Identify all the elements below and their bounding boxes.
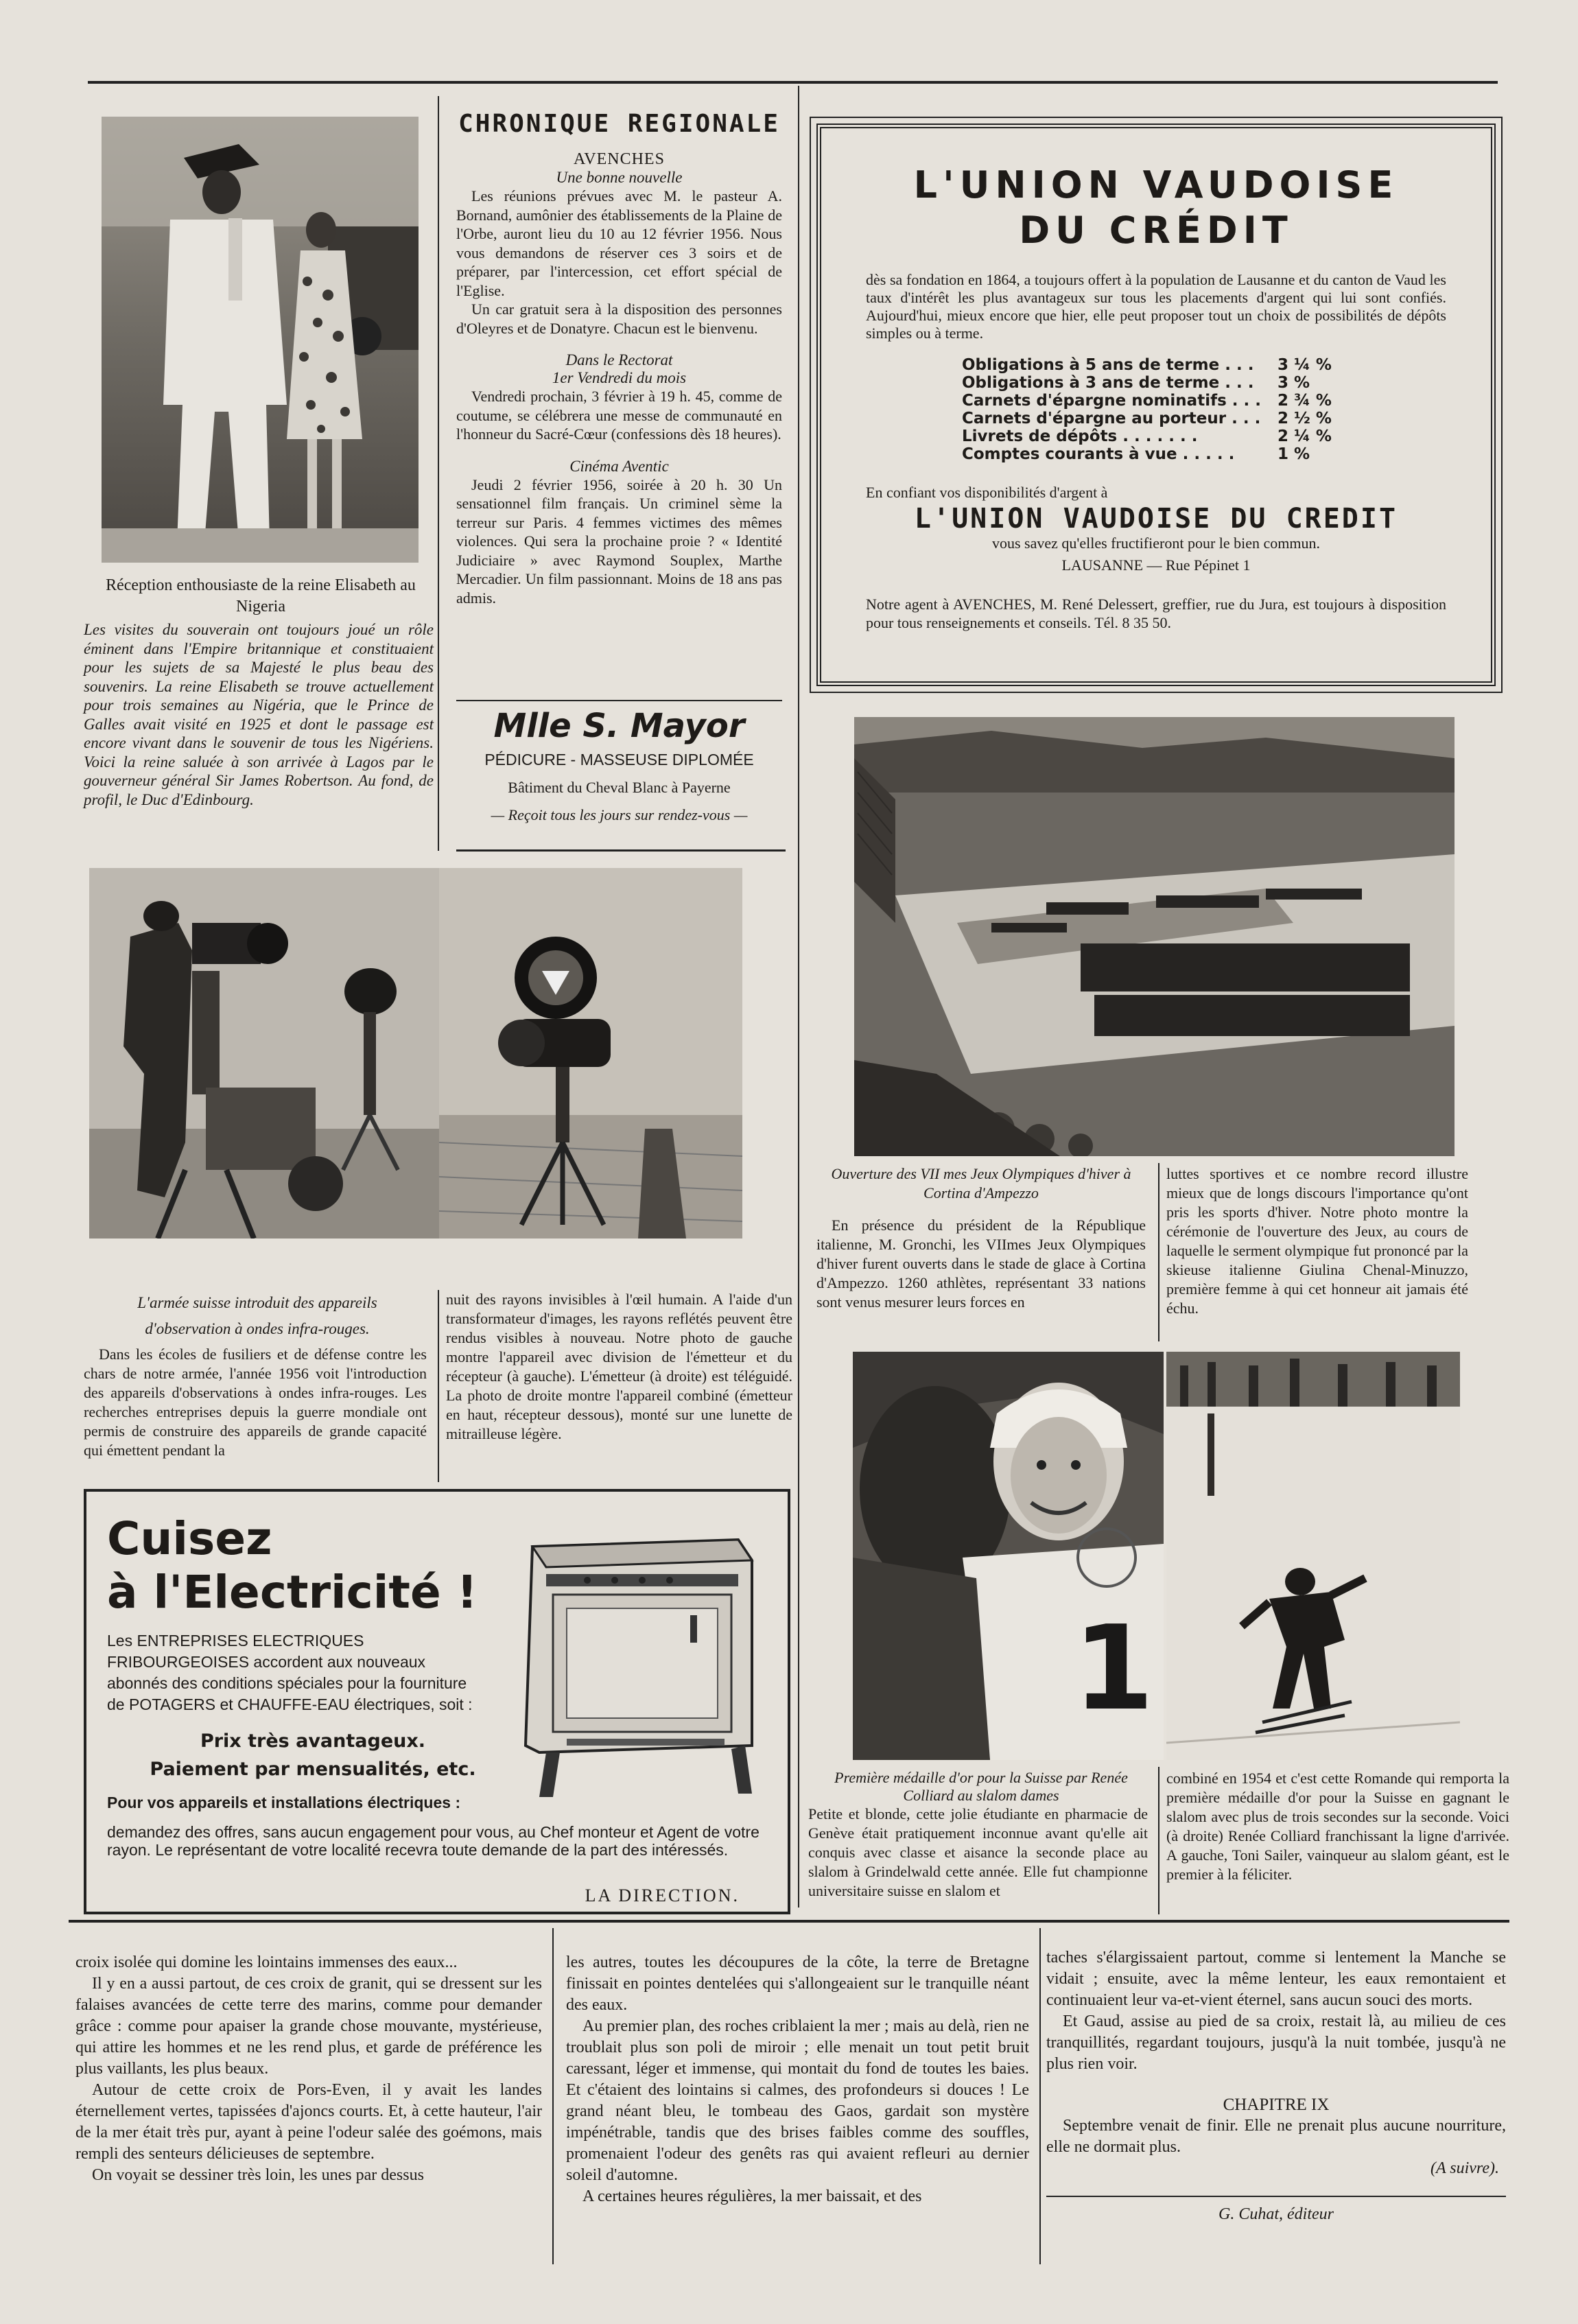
rate-label: Carnets d'épargne nominatifs . . . <box>962 392 1262 410</box>
a-suivre: (A suivre). <box>1430 2159 1499 2177</box>
chronique-paragraph: Un car gratuit sera à la disposition des personnes d'Oleyres et de Donatyre. Chacun est le bienvenu. <box>456 301 782 337</box>
rate-value: 3 % <box>1277 374 1310 392</box>
rate-row <box>962 374 1332 392</box>
electric-stove-image <box>512 1519 773 1807</box>
cuisez-text: Les ENTREPRISES ELECTRIQUES FRIBOURGEOISES accordent aux nouveaux abonnés des conditions spéciales pour la fourniture de POTAGERS et CHAUFFE-EAU électriques, soit : <box>107 1632 473 1713</box>
rate-row <box>962 427 1332 445</box>
feuilleton-paragraph: taches s'élargissaient partout, comme si lentement la Manche se vidait ; ensuite, avec la même lenteur, les eaux remontaient et continuaient leur va-et-vient éternel, sans aucun souci des morts. <box>1046 1949 1506 2009</box>
olympic-stadium-photo <box>854 717 1455 1156</box>
olympics-paragraph: En présence du président de la République italienne, M. Gronchi, les VIImes Jeux Olympiques d'hiver furent ouverts dans le stade de glace à Cortina d'Ampezzo. 1260 athlètes, représentant 33 nations sont venus mesurer leurs forces en <box>816 1217 1146 1311</box>
feuilleton-col-rule <box>1039 1928 1041 2264</box>
rate-row <box>962 410 1332 427</box>
olympics-text-col1 <box>816 1216 1146 1312</box>
olympics-text-col2 <box>1166 1164 1468 1318</box>
chronique-section-title: Cinéma Aventic <box>569 457 669 475</box>
queen-text: Les visites du souverain ont toujours joué un rôle éminent dans l'Empire britannique et constituaient pour les sujets de sa Majesté le plus beau des souvenirs. La reine Elisabeth se trouve actuellement pour trois semaines au Nigéria, que le Prince de Galles avait visité en 1925 et dont le passage est encore vivant dans le souvenir de tous les Nigériens. Voici la reine saluée à son arrivée à Lagos par le gouverneur général Sir James Robertson. Au fond, de profil, le Duc d'Edinbourg. <box>84 621 434 808</box>
cuisez-offer: Paiement par mensualités, etc. <box>150 1759 476 1780</box>
cuisez-title: à l'Electricité ! <box>107 1566 478 1619</box>
army-paragraph: nuit des rayons invisibles à l'œil humain. A l'aide d'un transformateur d'images, les rayons reflétés peuvent être rendus visibles à nouveau. Notre photo de gauche montre l'appareil avec division de l'émetteur et du récepteur (à gauche). L'émetteur (à droite) est téléguidé. La photo de droite montre l'appareil combiné (émetteur en haut, récepteur dessous), monté sur une lunette de mitrailleuse légère. <box>446 1291 792 1442</box>
olympics-caption: Ouverture des VII mes Jeux Olympiques d'hiver à Cortina d'Ampezzo <box>831 1165 1131 1201</box>
feuilleton-paragraph: A certaines heures régulières, la mer baissait, et des <box>582 2187 922 2205</box>
chronique-paragraph: Vendredi prochain, 3 février à 19 h. 45, comme de coutume, se célébrera une messe de communauté en l'honneur du Sacré-Cœur (confessions dès 18 heures). <box>456 388 782 443</box>
rate-value: 3 ¼ % <box>1277 356 1332 374</box>
uvc-address: LAUSANNE — Rue Pépinet 1 <box>1061 556 1251 574</box>
feuilleton-paragraph: Et Gaud, assise au pied de sa croix, restait là, au milieu de ces tranquillités, regardant toujours, jusqu'à la nuit tombée, jusqu'à ne plus rien voir. <box>1046 2012 1506 2073</box>
cuisez-demandez: demandez des offres, sans aucun engagement pour vous, au Chef monteur et Agent de votre rayon. Le représentant de votre localité recevra toute demande de la part des intéressés. <box>107 1823 759 1859</box>
uvc-name: L'UNION VAUDOISE DU CREDIT <box>914 503 1398 535</box>
colliard-caption: Première médaille d'or pour la Suisse par Renée Colliard au slalom dames <box>834 1769 1128 1804</box>
cuisez-offer: Prix très avantageux. <box>200 1730 426 1752</box>
chronique-section-title: Une bonne nouvelle <box>556 169 683 186</box>
army-text-col2 <box>446 1290 792 1444</box>
mayor-bottom-rule <box>456 849 786 852</box>
center-column-rule <box>798 86 799 1908</box>
cuisez-appareils: Pour vos appareils et installations électriques : <box>107 1794 461 1811</box>
feuilleton-paragraph: Septembre venait de finir. Elle ne prenait plus aucune nourriture, elle ne dormait plus. <box>1046 2117 1506 2156</box>
colliard-text-col2 <box>1166 1769 1509 1884</box>
feuilleton-col-rule <box>552 1928 554 2264</box>
uvc-confiant: En confiant vos disponibilités d'argent à <box>866 484 1108 501</box>
olympics-divider <box>1158 1163 1159 1341</box>
cuisez-ad <box>84 1489 790 1914</box>
army-paragraph: Dans les écoles de fusiliers et de défense contre les chars de notre armée, l'année 1956 voit l'introduction des appareils d'observations à ondes infra-rouges. Les recherches entreprises depuis la guerre mondiale ont permis de construire des appareils de grande capacité qui émettent pendant la <box>84 1346 427 1459</box>
chronique-town: AVENCHES <box>574 150 665 168</box>
editor-credit: G. Cuhat, éditeur <box>1218 2205 1334 2223</box>
feuilleton-column-2 <box>566 1952 1029 2207</box>
queen-caption: Réception enthousiaste de la reine Elisabeth au Nigeria <box>106 576 416 615</box>
infrared-device-photo-right <box>439 868 742 1239</box>
chronique-regionale <box>456 110 782 607</box>
chronique-section-title: Dans le Rectorat <box>565 351 673 368</box>
rate-label: Obligations à 5 ans de terme . . . <box>962 356 1254 374</box>
rate-label: Obligations à 3 ans de terme . . . <box>962 374 1254 392</box>
feuilleton-paragraph: Autour de cette croix de Pors-Even, il y avait les landes éternellement vertes, tapissées d'ajoncs courts. Et, à cette hauteur, l'air de la mer était très pur, ayant à peine l'odeur salée des goémons, mais rempli des senteurs délicieuses de septembre. <box>75 2081 542 2163</box>
army-divider <box>438 1290 439 1482</box>
colliard-text-col1 <box>808 1805 1148 1901</box>
feuilleton-top-rule <box>69 1920 1509 1923</box>
rate-value: 1 % <box>1277 445 1310 463</box>
rate-row <box>962 392 1332 410</box>
colliard-divider <box>1158 1767 1159 1914</box>
mayor-line: PÉDICURE - MASSEUSE DIPLOMÉE <box>484 751 754 768</box>
mayor-name: Mlle S. Mayor <box>493 707 745 745</box>
rate-row <box>962 356 1332 374</box>
feuilleton-paragraph: Il y en a aussi partout, de ces croix de granit, qui se dressent sur les falaises avancées de cette terre des marins, comme pour demander grâce : comme pour apaiser la grande chose mouvante, mystérieuse, qui attire les hommes et ne les rend plus, et garde de préférence les plus vaillants, les plus beaux. <box>75 1975 542 2078</box>
mayor-line: Bâtiment du Cheval Blanc à Payerne <box>508 779 731 796</box>
feuilleton-column-1 <box>75 1952 542 2186</box>
feuilleton-paragraph: On voyait se dessiner très loin, les unes par dessus <box>92 2166 424 2184</box>
rate-value: 2 ¾ % <box>1277 392 1332 410</box>
chronique-paragraph: Les réunions prévues avec M. le pasteur A. Bornand, aumônier des établissements de la Plaine de l'Orbe, auront lieu du 10 au 12 février 1956. Nous vous demandons de réserver ces 3 soirs et de préparer, par l'intercession, cet effort spécial de l'Eglise. <box>456 187 782 299</box>
slalom-finish-photo <box>1166 1352 1460 1760</box>
uvc-agent: Notre agent à AVENCHES, M. René Delessert, greffier, rue du Jura, est toujours à disposition pour tous renseignements et conseils. Tél. 8 35 50. <box>866 596 1446 631</box>
colliard-paragraph: Petite et blonde, cette jolie étudiante en pharmacie de Genève était pratiquement inconnue avant qu'elle ait conquis avec classe et aisance la seconde place au slalom à Grindelwald cette année. Elle fut championne universitaire suisse en slalom et <box>808 1805 1148 1899</box>
uvc-sure: vous savez qu'elles fructifieront pour le bien commun. <box>991 535 1321 552</box>
feuilleton-paragraph: Au premier plan, des roches criblaient la mer ; mais au delà, rien ne troublait plus son poli de miroir ; elle menait un tout petit bruit caressant, léger et immense, qui montait du fond de toutes les baies. Et c'étaient des lointains si calmes, des profondeurs si douces ! Le grand néant bleu, le tombeau des Gaos, gardait son mystère impénétrable, tandis que des brises faibles comme des souffles, promenaient l'odeur des genêts ras qui avaient refleuri au dernier soleil d'automne. <box>566 2017 1029 2184</box>
union-vaudoise-ad <box>816 124 1496 686</box>
colliard-portrait-photo <box>853 1352 1164 1760</box>
rate-value: 2 ½ % <box>1277 410 1332 427</box>
cuisez-sign: LA DIRECTION. <box>585 1886 740 1905</box>
infrared-device-photo-left <box>89 868 439 1239</box>
uvc-rates-table <box>962 356 1332 463</box>
rate-row <box>962 445 1332 463</box>
rate-label: Livrets de dépôts . . . . . . . <box>962 427 1198 445</box>
rate-label: Carnets d'épargne au porteur . . . <box>962 410 1261 427</box>
army-text-col1 <box>84 1345 427 1460</box>
rate-label: Comptes courants à vue . . . . . <box>962 445 1235 463</box>
rate-value: 2 ¼ % <box>1277 427 1332 445</box>
colliard-paragraph: combiné en 1954 et c'est cette Romande qui remporta la première médaille d'or pour la Suisse en gagnant le slalom avec plus de trois secondes sur la seconde. Voici (à droite) Renée Colliard franchissant la ligne d'arrivée. A gauche, Toni Sailer, vainqueur au slalom géant, est le premier à la féliciter. <box>1166 1770 1509 1883</box>
feuilleton-paragraph: croix isolée qui domine les lointains immenses des eaux... <box>75 1953 458 1971</box>
cuisez-title: Cuisez <box>107 1512 272 1565</box>
chapter-heading: CHAPITRE IX <box>1223 2096 1330 2114</box>
chronique-paragraph: Jeudi 2 février 1956, soirée à 20 h. 30 Un sensationnel film français. Un criminel sème la terreur sur Paris. 4 femmes victimes des mêmes violences. Qui sera la prochaine proie ? « Identité Judiciaire » avec Raymond Souplex, Marthe Mercadier. Un film passionnant. Moins de 18 ans pas admis. <box>456 476 782 607</box>
uvc-title: DU CRÉDIT <box>1019 209 1293 252</box>
race-bib-number: 1 <box>1072 1601 1155 1737</box>
uvc-intro: dès sa fondation en 1864, a toujours offert à la population de Lausanne et du canton de Vaud les taux d'intérêt les plus avantageux sur tous les placements d'argent qui lui sont confiés. Aujourd'hui, mieux encore que hier, elle peut proposer tout un choix de possibilités de dépôts simples ou à terme. <box>866 271 1446 342</box>
feuilleton-column-3 <box>1046 1947 1506 2225</box>
army-caption: L'armée suisse introduit des appareils d'observation à ondes infra-rouges. <box>137 1294 377 1337</box>
top-rule <box>88 81 1498 84</box>
mayor-ad <box>456 707 782 824</box>
chronique-title: CHRONIQUE REGIONALE <box>458 110 780 138</box>
mayor-top-rule <box>456 700 782 701</box>
queen-photo <box>102 117 419 563</box>
left-column-rule <box>438 96 439 851</box>
mayor-line: — Reçoit tous les jours sur rendez-vous — <box>491 806 748 823</box>
olympics-paragraph: luttes sportives et ce nombre record illustre mieux que de longs discours l'importance qu'ont pris les sports d'hiver. Notre photo montre la cérémonie de l'ouverture des Jeux, au cours de laquelle le serment olympique fut prononcé par la skieuse italienne Giulina Chenal-Minuzzo, première femme à qui cet honneur ait jamais été échu. <box>1166 1165 1468 1317</box>
uvc-title: L'UNION VAUDOISE <box>913 163 1399 207</box>
feuilleton-paragraph: les autres, toutes les découpures de la côte, la terre de Bretagne finissait en pointes dentelées qui s'allongeaient sur le tranquille néant des eaux. <box>566 1953 1029 2014</box>
chronique-section-subtitle: 1er Vendredi du mois <box>552 369 687 386</box>
